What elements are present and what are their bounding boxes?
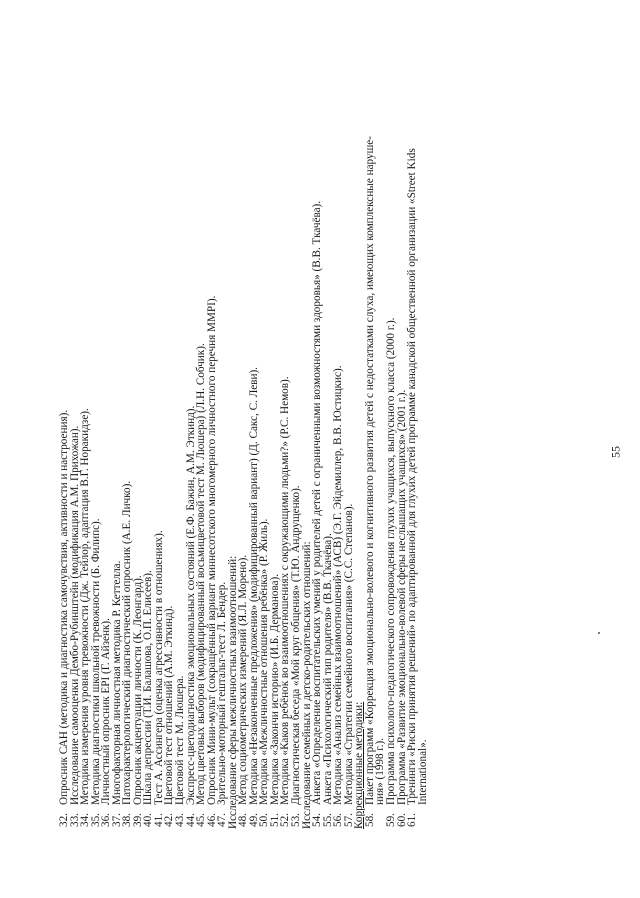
item-text: Методика «Незаконченные предложения» (модифицированный вариант) (Д. Сакс, С. Леви). bbox=[247, 367, 260, 805]
item-text: Анкета «Психологический тип родителя» (В.В. Ткачёва). bbox=[321, 533, 334, 805]
item-number: 51. bbox=[268, 813, 281, 827]
item-number: 53. bbox=[290, 813, 303, 827]
item-number: 54. bbox=[311, 813, 324, 827]
item-text: Методика «Межличностные отношения ребёнка» (Р. Жиль). bbox=[258, 518, 271, 805]
item-text: Зрительно-моторный гештальт-тест Л. Бендер. bbox=[216, 581, 229, 805]
item-text: Патохарактерологический диагностический опросник (А.Е. Личко). bbox=[121, 480, 134, 805]
item-text: Опросник Мини-мульт (сокращённый вариант миннесотского многомерного личностного перечня MMPI). bbox=[205, 295, 218, 805]
item-text: Пакет программ «Коррекция эмоционально-волевого и когнитивного развития детей с недостатками слуха, имеющих комплексные наруше- bbox=[363, 136, 376, 805]
item-text: Тест А. Ассингера (оценка агрессивности в отношениях). bbox=[152, 530, 165, 805]
item-text: Методика «Стратегии семейного воспитания» (С.С. Степанов). bbox=[342, 503, 355, 805]
item-text: Диагностическая беседа «Мой круг общения» (Т.Ю. Андрущенко). bbox=[290, 485, 303, 805]
item-number: 37. bbox=[110, 813, 123, 827]
item-number: 35. bbox=[89, 813, 102, 827]
item-number: 40. bbox=[142, 813, 155, 827]
item-text: Цветовой тест отношений (А.М. Эткинд). bbox=[163, 605, 176, 805]
item-number: 58. bbox=[363, 813, 376, 827]
item-text: Тренинги «Риски принятия решений» по адаптированной для глухих детей программе канадской общественной организации «Street Kids bbox=[406, 148, 419, 805]
page-number: 55 bbox=[608, 446, 623, 458]
item-text: Анкета «Определение воспитательских умений у родителей детей с ограниченными возможностями здоровья» (В.В. Ткачёва). bbox=[311, 200, 324, 805]
item-text: Исследование самооценки Дембо-Рубинштейн (модификация А.М. Прихожан). bbox=[68, 425, 81, 805]
item-text: Методика диагностики школьной тревожности (Б. Филипс). bbox=[89, 518, 102, 805]
item-number: 44. bbox=[184, 813, 197, 827]
item-text: Метод социометрических измерений (Я.Л. Морено). bbox=[237, 554, 250, 805]
item-number: 47. bbox=[216, 813, 229, 827]
item-number: 42. bbox=[163, 813, 176, 827]
item-number: 46. bbox=[205, 813, 218, 827]
item-text: Программа «Развитие эмоционально-волевой сферы неслышащих учащихся» (2001 г.). bbox=[395, 389, 408, 805]
item-number: 45. bbox=[195, 813, 208, 827]
item-number: 48. bbox=[237, 813, 250, 827]
item-text: Опросник акцентуации личности (К. Леонгард). bbox=[131, 575, 144, 805]
item-number: 60. bbox=[395, 813, 408, 827]
item-text: Опросник САН (методика и диагностика самочувствия, активности и настроения). bbox=[58, 409, 70, 805]
item-text: Программа психолого-педагогического сопровождения глухих учащихся, выпускного класса (2000 г.). bbox=[384, 317, 397, 805]
list-item-continuation: ния» (1998 г.). bbox=[374, 737, 387, 805]
item-number: 61. bbox=[406, 813, 419, 827]
item-number: 59. bbox=[384, 813, 397, 827]
item-text: Методика «Закончи историю» (И.Б. Дерманова). bbox=[268, 573, 281, 805]
item-number: 56. bbox=[332, 813, 345, 827]
list-item-continuation: International». bbox=[416, 739, 429, 805]
item-number: 57. bbox=[342, 813, 355, 827]
speck-mark bbox=[598, 632, 600, 634]
list-item bbox=[407, 69, 418, 829]
section-heading: Исследование семейных и детско-родительских отношений: bbox=[300, 541, 313, 829]
section-heading: Исследование сферы межличностных взаимоотношений: bbox=[226, 555, 239, 829]
list-item bbox=[365, 69, 376, 829]
item-number: 36. bbox=[100, 813, 113, 827]
item-text: Многофакторная личностная методика Р. Кеттелла. bbox=[110, 560, 123, 805]
item-number: 38. bbox=[121, 813, 134, 827]
item-number: 33. bbox=[68, 813, 81, 827]
item-text: Личностный опросник EPI (Г. Айзенк). bbox=[100, 618, 113, 805]
item-number: 43. bbox=[174, 813, 187, 827]
item-text: Методика «Анализ семейных взаимоотношений» (АСВ) (Э.Г. Эйдемиллер, В.В. Юстицкис). bbox=[332, 365, 345, 805]
item-text: Метод цветовых выборов (модифицированный восьмицветовой тест М. Люшера) (Л.Н. Собчик). bbox=[195, 343, 208, 805]
item-number: 50. bbox=[258, 813, 271, 827]
item-number: 34. bbox=[79, 813, 92, 827]
item-text: Методика измерения уровня тревожности (Дж. Тейлор, адаптация В.Г. Норакидзе). bbox=[79, 408, 92, 805]
item-number: 39. bbox=[131, 813, 144, 827]
item-text: Экспресс-цветодиагностика эмоциональных состояний (Е.Ф. Бажин, А.М. Эткинд). bbox=[184, 405, 197, 805]
item-text: Методика «Каков ребёнок во взаимоотношениях с окружающими людьми?» (Р.С. Немов). bbox=[279, 376, 292, 805]
item-number: 41. bbox=[152, 813, 165, 827]
item-number: 55. bbox=[321, 813, 334, 827]
section-heading: Коррекционные методики: bbox=[353, 701, 366, 829]
item-number: 49. bbox=[247, 813, 260, 827]
item-text: Цветовой тест М. Люшера. bbox=[174, 675, 187, 805]
list-item bbox=[291, 69, 302, 829]
item-number: 32. bbox=[58, 813, 70, 827]
methods-list bbox=[59, 69, 589, 829]
item-text: Шкала депрессии (Т.И. Балашова, О.П. Елисеев). bbox=[142, 570, 155, 805]
item-number: 52. bbox=[279, 813, 292, 827]
